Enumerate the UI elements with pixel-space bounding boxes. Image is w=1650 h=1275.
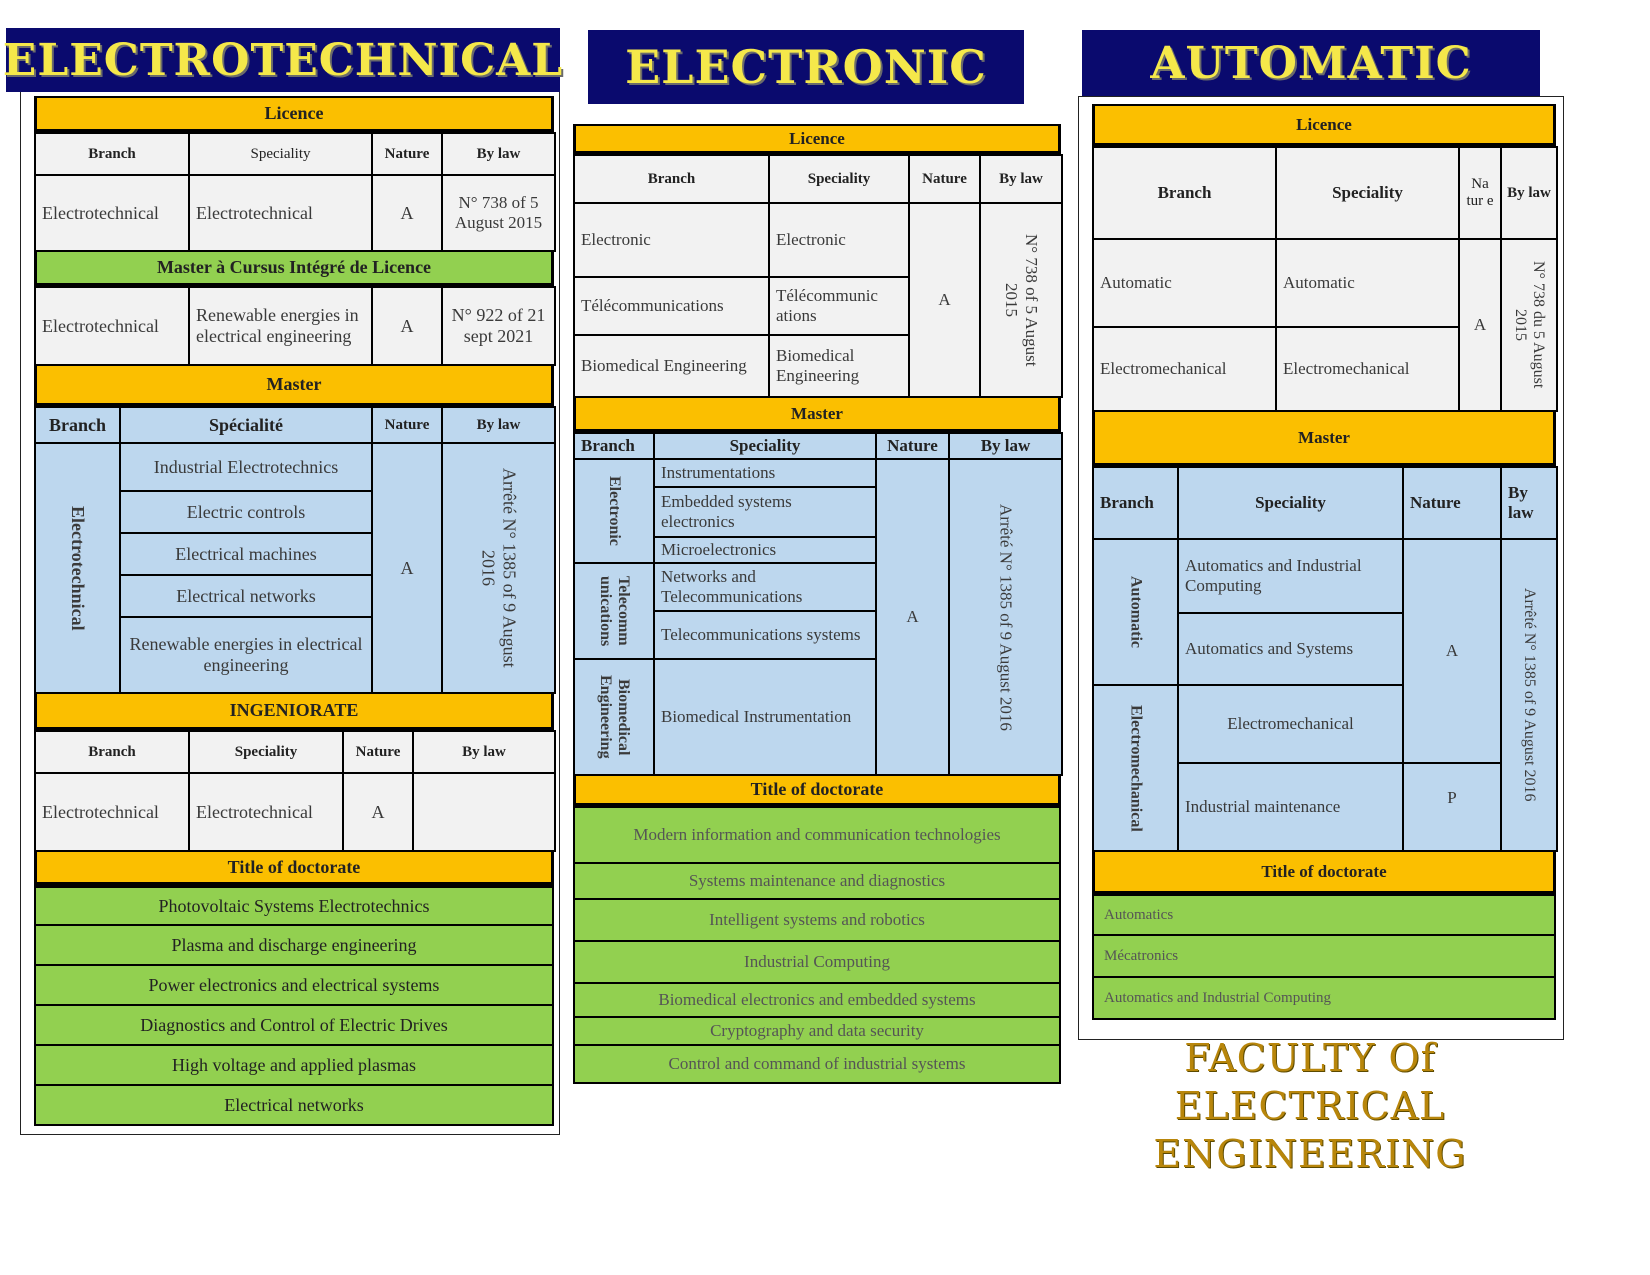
- col-header-bylaw: By law: [1501, 467, 1557, 539]
- list-item: Cryptography and data security: [575, 1016, 1059, 1044]
- col-header-speciality: Speciality: [189, 731, 343, 773]
- automatic-column: [1092, 104, 1556, 1020]
- el-doctorate-heading: Title of doctorate: [573, 776, 1061, 806]
- au-doctorate-heading: Title of doctorate: [1092, 852, 1556, 894]
- bylaw-cell: N° 738 of 5 August 2015: [442, 175, 555, 251]
- branch-cell: Electronic: [574, 203, 769, 277]
- el-master-heading: Master: [573, 398, 1061, 432]
- branch-cell: Automatic: [1093, 239, 1276, 327]
- el-licence-heading: Licence: [573, 124, 1061, 154]
- faculty-line: ENGINEERING: [1153, 1132, 1467, 1176]
- col-header-branch: Branch: [35, 731, 189, 773]
- list-item: Power electronics and electrical systems: [36, 964, 552, 1004]
- nature-cell: A: [876, 459, 949, 775]
- list-item: Modern information and communication technologies: [575, 806, 1059, 862]
- speciality-cell: Embedded systems electronics: [654, 487, 876, 537]
- master-branch-cell: Electronic: [574, 459, 654, 563]
- col-header-speciality: Speciality: [189, 133, 372, 175]
- et-licence-table: [34, 132, 556, 252]
- et-master-heading: Master: [34, 366, 554, 406]
- bylaw-cell: Arrêté N° 1385 of 9 August 2016: [949, 459, 1062, 775]
- au-licence-heading: Licence: [1092, 104, 1556, 146]
- bylaw-cell: Arrêté N° 1385 of 9 August 2016: [1501, 539, 1557, 851]
- list-item: Systems maintenance and diagnostics: [575, 862, 1059, 898]
- nature-cell: A: [372, 443, 442, 693]
- col-header-bylaw: By law: [949, 433, 1062, 459]
- au-master-heading: Master: [1092, 412, 1556, 466]
- col-header-nature: Nature: [372, 407, 442, 443]
- master-branch-cell: Telecomm unications: [574, 563, 654, 659]
- bylaw-cell: [413, 773, 555, 851]
- col-header-nature: Na tur e: [1459, 147, 1501, 239]
- list-item: Industrial Computing: [575, 940, 1059, 982]
- et-doctorate-list: [34, 886, 554, 1126]
- list-item: Diagnostics and Control of Electric Drives: [36, 1004, 552, 1044]
- col-header-nature: Nature: [909, 155, 980, 203]
- electrotechnical-column: [34, 96, 554, 1126]
- col-header-speciality: Speciality: [1276, 147, 1459, 239]
- el-licence-table: [573, 154, 1063, 398]
- faculty-title: [1130, 1034, 1490, 1178]
- electronic-column: [573, 124, 1061, 1084]
- speciality-cell: Electric controls: [120, 491, 372, 533]
- speciality-cell: Renewable energies in electrical engineering: [120, 617, 372, 693]
- list-item: Control and command of industrial systems: [575, 1044, 1059, 1082]
- automatic-title: AUTOMATIC: [1082, 30, 1540, 96]
- speciality-cell: Electrotechnical: [189, 175, 372, 251]
- speciality-cell: Electromechanical: [1178, 685, 1403, 763]
- speciality-cell: Electrical networks: [120, 575, 372, 617]
- master-branch-cell: Biomedical Engineering: [574, 659, 654, 775]
- et-master-table: [34, 406, 556, 694]
- au-licence-table: [1092, 146, 1558, 412]
- branch-cell: Télécommunications: [574, 277, 769, 335]
- speciality-cell: Electrotechnical: [189, 773, 343, 851]
- et-ingeniorate-table: [34, 730, 556, 852]
- bylaw-cell: N° 738 du 5 August 2015: [1501, 239, 1557, 411]
- master-branch-cell: Automatic: [1093, 539, 1178, 685]
- master-branch-cell: Electrotechnical: [35, 443, 120, 693]
- speciality-cell: Biomedical Instrumentation: [654, 659, 876, 775]
- branch-cell: Electrotechnical: [35, 175, 189, 251]
- speciality-cell: Automatics and Industrial Computing: [1178, 539, 1403, 613]
- speciality-cell: Telecommunications systems: [654, 611, 876, 659]
- list-item: Biomedical electronics and embedded systems: [575, 982, 1059, 1016]
- col-header-nature: Nature: [876, 433, 949, 459]
- col-header-bylaw: By law: [413, 731, 555, 773]
- col-header-branch: Branch: [1093, 467, 1178, 539]
- nature-cell: A: [1459, 239, 1501, 411]
- list-item: High voltage and applied plasmas: [36, 1044, 552, 1084]
- col-header-branch: Branch: [1093, 147, 1276, 239]
- electrotechnical-title: ELECTROTECHNICAL: [6, 28, 560, 92]
- nature-cell: A: [343, 773, 413, 851]
- col-header-branch: Branch: [35, 407, 120, 443]
- col-header-nature: Nature: [343, 731, 413, 773]
- speciality-cell: Renewable energies in electrical engineering: [189, 287, 372, 365]
- col-header-speciality: Speciality: [769, 155, 909, 203]
- list-item: Photovoltaic Systems Electrotechnics: [36, 886, 552, 924]
- el-master-table: [573, 432, 1063, 776]
- col-header-bylaw: By law: [1501, 147, 1557, 239]
- col-header-nature: Nature: [372, 133, 442, 175]
- nature-cell: A: [372, 175, 442, 251]
- list-item: Mécatronics: [1094, 934, 1554, 976]
- faculty-line: FACULTY Of: [1184, 1036, 1436, 1080]
- et-doctorate-heading: Title of doctorate: [34, 852, 554, 886]
- speciality-cell: Instrumentations: [654, 459, 876, 487]
- col-header-speciality: Speciality: [1178, 467, 1403, 539]
- col-header-branch: Branch: [574, 433, 654, 459]
- el-doctorate-list: [573, 806, 1061, 1084]
- speciality-cell: Télécommunic ations: [769, 277, 909, 335]
- list-item: Automatics and Industrial Computing: [1094, 976, 1554, 1018]
- col-header-bylaw: By law: [442, 133, 555, 175]
- et-ingeniorate-heading: INGENIORATE: [34, 694, 554, 730]
- list-item: Automatics: [1094, 894, 1554, 934]
- list-item: Electrical networks: [36, 1084, 552, 1124]
- col-header-nature: Nature: [1403, 467, 1501, 539]
- au-master-table: [1092, 466, 1558, 852]
- et-licence-heading: Licence: [34, 96, 554, 132]
- bylaw-cell: N° 922 of 21 sept 2021: [442, 287, 555, 365]
- nature-cell: P: [1403, 763, 1501, 851]
- nature-cell: A: [1403, 539, 1501, 763]
- au-doctorate-list: [1092, 894, 1556, 1020]
- speciality-cell: Electrical machines: [120, 533, 372, 575]
- col-header-bylaw: By law: [442, 407, 555, 443]
- branch-cell: Electromechanical: [1093, 327, 1276, 411]
- col-header-branch: Branch: [574, 155, 769, 203]
- branch-cell: Electrotechnical: [35, 773, 189, 851]
- speciality-cell: Industrial maintenance: [1178, 763, 1403, 851]
- branch-cell: Biomedical Engineering: [574, 335, 769, 397]
- master-branch-cell: Electromechanical: [1093, 685, 1178, 851]
- speciality-cell: Networks and Telecommunications: [654, 563, 876, 611]
- et-mcil-table: [34, 286, 556, 366]
- speciality-cell: Industrial Electrotechnics: [120, 443, 372, 491]
- bylaw-cell: N° 738 of 5 August 2015: [980, 203, 1062, 397]
- bylaw-cell: Arrêté N° 1385 of 9 August 2016: [442, 443, 555, 693]
- speciality-cell: Electronic: [769, 203, 909, 277]
- col-header-branch: Branch: [35, 133, 189, 175]
- nature-cell: A: [372, 287, 442, 365]
- faculty-line: ELECTRICAL: [1174, 1084, 1446, 1128]
- speciality-cell: Microelectronics: [654, 537, 876, 563]
- speciality-cell: Electromechanical: [1276, 327, 1459, 411]
- speciality-cell: Biomedical Engineering: [769, 335, 909, 397]
- list-item: Plasma and discharge engineering: [36, 924, 552, 964]
- branch-cell: Electrotechnical: [35, 287, 189, 365]
- list-item: Intelligent systems and robotics: [575, 898, 1059, 940]
- col-header-speciality: Speciality: [654, 433, 876, 459]
- speciality-cell: Automatics and Systems: [1178, 613, 1403, 685]
- electronic-title: ELECTRONIC: [588, 30, 1024, 104]
- col-header-speciality: Spécialité: [120, 407, 372, 443]
- speciality-cell: Automatic: [1276, 239, 1459, 327]
- nature-cell: A: [909, 203, 980, 397]
- col-header-bylaw: By law: [980, 155, 1062, 203]
- et-mcil-heading: Master à Cursus Intégré de Licence: [34, 252, 554, 286]
